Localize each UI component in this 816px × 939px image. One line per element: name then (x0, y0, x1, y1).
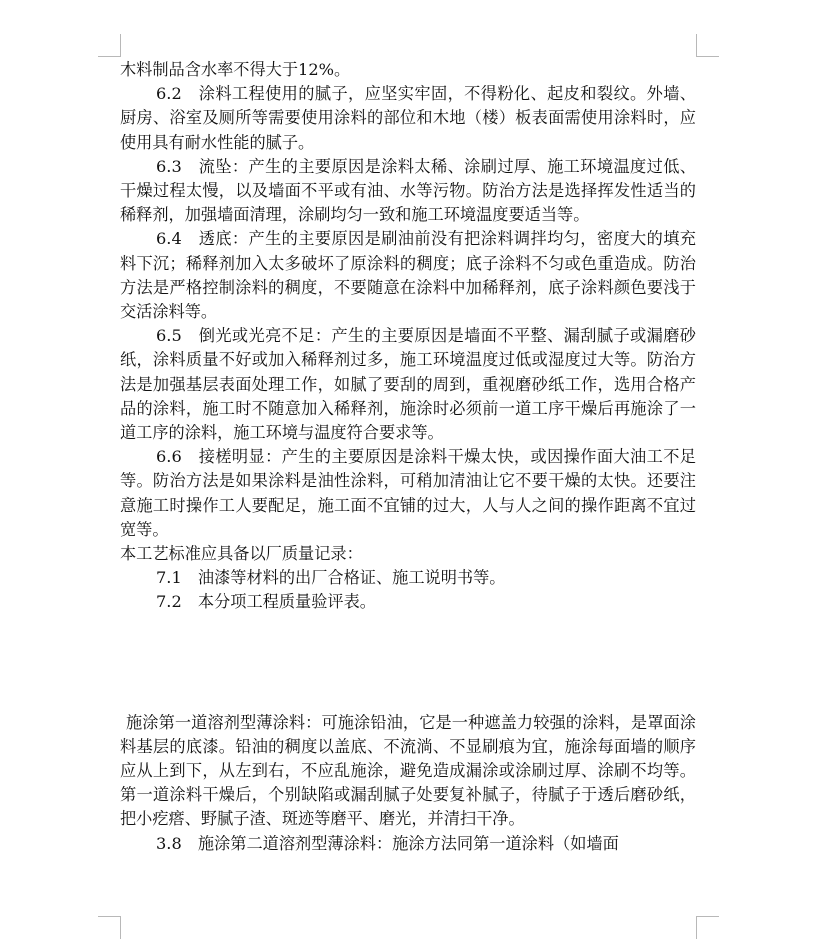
paragraph-6-5: 6.5 倒光或光亮不足：产生的主要原因是墙面不平整、漏刮腻子或漏磨砂纸，涂料质量不好或加入稀释剂过多，施工环境温度过低或湿度过大等。防治方法是加强基层表面处理工作，如腻了要刮的周到，重视磨砂纸工作，选用合格产品的涂料，施工时不随意加入稀释剂，施涂时必须前一道工序干燥后再施涂了一道工序的涂料，施工环境与温度符合要求等。 (120, 326, 696, 443)
paragraph-first-coat: 施涂第一道溶剂型薄涂料：可施涂铅油，它是一种遮盖力较强的涂料，是罩面涂料基层的底漆。铅油的稠度以盖底、不流淌、不显刷痕为宜，施涂每面墙的顺序应从上到下，从左到右，不应乱施涂，避免造成漏涂或涂刷过厚、涂刷不均等。第一道涂料干燥后，个别缺陷或漏刮腻子处要复补腻子，待腻子于透后磨砂纸，把小疙瘩、野腻子渣、斑迹等磨平、磨光，并清扫干净。 (120, 712, 696, 829)
paragraph-7-2: 7.2 本分项工程质量验评表。 (156, 592, 376, 612)
paragraph-7-1: 7.1 油漆等材料的出厂合格证、施工说明书等。 (156, 568, 506, 588)
paragraph-6-2: 6.2 涂料工程使用的腻子，应坚实牢固，不得粉化、起皮和裂纹。外墙、厨房、浴室及厕所等需要使用涂料的部位和木地（楼）板表面需使用涂料时，应使用具有耐水性能的腻子。 (120, 84, 696, 152)
paragraph-6-3: 6.3 流坠：产生的主要原因是涂料太稀、涂刷过厚、施工环境温度过低、干燥过程太慢，以及墙面不平或有油、水等污物。防治方法是选择挥发性适当的稀释剂，加强墙面清理，涂刷均匀一致和施工环境温度要适当等。 (120, 156, 696, 225)
paragraph-6-4: 6.4 透底：产生的主要原因是刷油前没有把涂料调拌均匀，密度大的填充料下沉；稀释剂加入太多破坏了原涂料的稠度；底子涂料不匀或色重造成。防治方法是严格控制涂料的稠度，不要随意在涂料中加稀释剂，底子涂料颜色要浅于交活涂料等。 (120, 229, 696, 322)
corner-mark-top-right (696, 34, 719, 57)
paragraph-3-8: 3.8 施涂第二道溶剂型薄涂料：施涂方法同第一道涂料（如墙面 (156, 833, 619, 853)
paragraph-continuation: 木料制品含水率不得大于12%。 (120, 60, 351, 79)
corner-mark-top-left (98, 34, 121, 57)
document-body (120, 58, 696, 856)
corner-mark-bottom-right (696, 916, 719, 939)
blank-gap (120, 615, 696, 711)
paragraph-6-6: 6.6 接槎明显：产生的主要原因是涂料干燥太快，或因操作面大油工不足等。防治方法是如果涂料是油性涂料，可稍加清油让它不要干燥的太快。还要注意施工时操作工人要配足，施工面不宜铺的过大，人与人之间的操作距离不宜过宽等。 (120, 447, 696, 539)
paragraph-records-intro: 本工艺标准应具备以厂质量记录： (120, 544, 363, 564)
corner-mark-bottom-left (98, 916, 121, 939)
